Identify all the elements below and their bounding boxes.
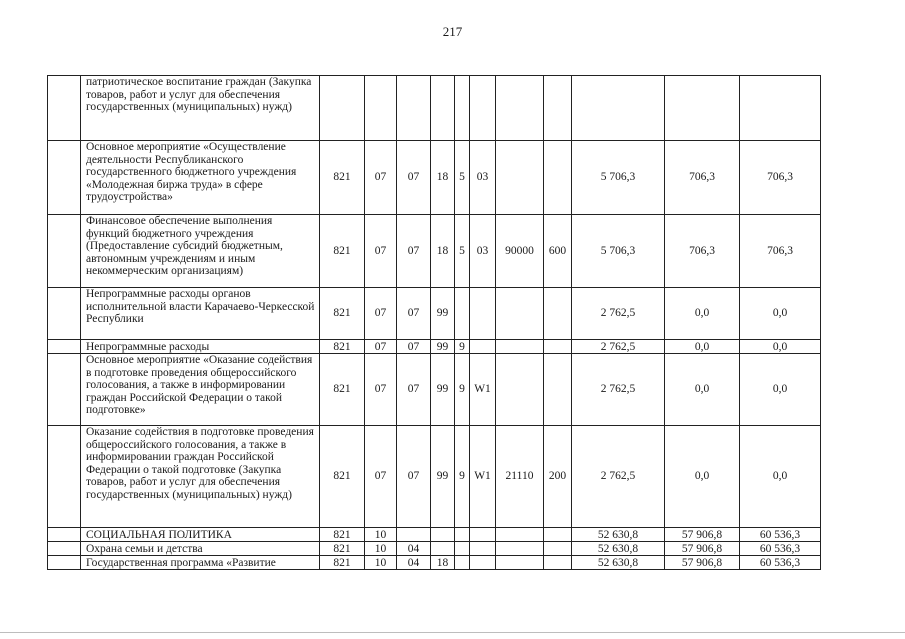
cell-s2: 0,0 xyxy=(665,340,740,354)
cell-p1: 18 xyxy=(431,556,455,570)
table-row xyxy=(48,542,821,556)
expense-name-cell: патриотическое воспитание граждан (Закупка товаров, работ и услуг для обеспечения государственных (муниципальных) нужд) xyxy=(81,76,320,141)
cell-vr xyxy=(544,340,572,354)
cell-p2 xyxy=(455,76,470,141)
expense-name-cell: Непрограммные расходы органов исполнительной власти Карачаево-Черкесской Республики xyxy=(81,288,320,340)
budget-table xyxy=(47,75,821,570)
cell-gr: 821 xyxy=(320,215,365,288)
cell-vr xyxy=(544,556,572,570)
cell-s1 xyxy=(572,76,665,141)
row-number-cell xyxy=(48,141,81,215)
cell-p2 xyxy=(455,288,470,340)
cell-p4 xyxy=(496,76,544,141)
cell-rz: 07 xyxy=(365,141,397,215)
cell-vr xyxy=(544,542,572,556)
row-number-cell xyxy=(48,215,81,288)
cell-p4: 21110 xyxy=(496,426,544,528)
cell-s3: 60 536,3 xyxy=(740,556,821,570)
table-row xyxy=(48,354,821,426)
page-number: 217 xyxy=(442,24,463,39)
table-row xyxy=(48,340,821,354)
cell-p3 xyxy=(470,340,496,354)
table-row xyxy=(48,288,821,340)
cell-s1: 52 630,8 xyxy=(572,542,665,556)
row-number-cell xyxy=(48,354,81,426)
expense-name-cell: СОЦИАЛЬНАЯ ПОЛИТИКА xyxy=(81,528,320,542)
cell-p1 xyxy=(431,542,455,556)
cell-s3: 706,3 xyxy=(740,141,821,215)
cell-s3: 0,0 xyxy=(740,354,821,426)
cell-vr: 200 xyxy=(544,426,572,528)
expense-name-cell: Охрана семьи и детства xyxy=(81,542,320,556)
expense-name-cell: Оказание содействия в подготовке проведения общероссийского голосования, а также в информировании граждан Российской Федерации о такой подготовке (Закупка товаров, работ и услуг для обеспечения государственных (муниципальных) нужд) xyxy=(81,426,320,528)
cell-p2: 9 xyxy=(455,340,470,354)
cell-pr: 04 xyxy=(397,542,431,556)
cell-p1 xyxy=(431,528,455,542)
cell-s3: 0,0 xyxy=(740,340,821,354)
cell-rz: 10 xyxy=(365,528,397,542)
cell-s2: 706,3 xyxy=(665,215,740,288)
cell-s2: 0,0 xyxy=(665,426,740,528)
cell-s2: 57 906,8 xyxy=(665,528,740,542)
table-row xyxy=(48,141,821,215)
cell-s1: 2 762,5 xyxy=(572,426,665,528)
expense-name-cell: Основное мероприятие «Оказание содействия в подготовке проведения общероссийского голосования, а также в информировании граждан Российской Федерации о такой подготовке» xyxy=(81,354,320,426)
row-number-cell xyxy=(48,556,81,570)
table-row xyxy=(48,215,821,288)
cell-gr: 821 xyxy=(320,528,365,542)
cell-p1 xyxy=(431,76,455,141)
row-number-cell xyxy=(48,542,81,556)
cell-p3: 03 xyxy=(470,141,496,215)
cell-pr: 07 xyxy=(397,426,431,528)
row-number-cell xyxy=(48,340,81,354)
cell-p1: 99 xyxy=(431,354,455,426)
cell-pr: 07 xyxy=(397,288,431,340)
cell-p3 xyxy=(470,288,496,340)
cell-p4 xyxy=(496,354,544,426)
cell-vr xyxy=(544,288,572,340)
cell-p2 xyxy=(455,542,470,556)
cell-p3 xyxy=(470,528,496,542)
cell-p4 xyxy=(496,288,544,340)
cell-rz: 10 xyxy=(365,556,397,570)
cell-p3 xyxy=(470,76,496,141)
cell-rz: 07 xyxy=(365,426,397,528)
row-number-cell xyxy=(48,288,81,340)
cell-p4 xyxy=(496,528,544,542)
cell-s2: 706,3 xyxy=(665,141,740,215)
cell-s2: 0,0 xyxy=(665,288,740,340)
cell-p1: 18 xyxy=(431,141,455,215)
cell-gr: 821 xyxy=(320,141,365,215)
cell-s1: 52 630,8 xyxy=(572,528,665,542)
cell-s1: 2 762,5 xyxy=(572,340,665,354)
cell-pr: 07 xyxy=(397,215,431,288)
cell-s3: 0,0 xyxy=(740,426,821,528)
row-number-cell xyxy=(48,528,81,542)
cell-s1: 52 630,8 xyxy=(572,556,665,570)
cell-s3 xyxy=(740,76,821,141)
table-row xyxy=(48,528,821,542)
cell-p1: 18 xyxy=(431,215,455,288)
cell-pr: 04 xyxy=(397,556,431,570)
cell-vr xyxy=(544,354,572,426)
cell-p3: W1 xyxy=(470,354,496,426)
cell-gr: 821 xyxy=(320,556,365,570)
cell-pr: 07 xyxy=(397,354,431,426)
page-bottom-edge xyxy=(0,632,905,633)
expense-name-cell: Непрограммные расходы xyxy=(81,340,320,354)
cell-rz: 07 xyxy=(365,354,397,426)
table-body xyxy=(48,76,821,570)
cell-p2: 5 xyxy=(455,215,470,288)
expense-name-cell: Государственная программа «Развитие xyxy=(81,556,320,570)
cell-p4 xyxy=(496,556,544,570)
cell-s1: 2 762,5 xyxy=(572,354,665,426)
cell-rz: 07 xyxy=(365,288,397,340)
cell-s2: 57 906,8 xyxy=(665,556,740,570)
cell-p2: 9 xyxy=(455,426,470,528)
cell-s2: 0,0 xyxy=(665,354,740,426)
cell-p4 xyxy=(496,340,544,354)
cell-p1: 99 xyxy=(431,426,455,528)
cell-s2 xyxy=(665,76,740,141)
cell-p4 xyxy=(496,542,544,556)
cell-p1: 99 xyxy=(431,340,455,354)
cell-s2: 57 906,8 xyxy=(665,542,740,556)
cell-p2: 9 xyxy=(455,354,470,426)
cell-s3: 0,0 xyxy=(740,288,821,340)
cell-gr: 821 xyxy=(320,426,365,528)
cell-pr: 07 xyxy=(397,141,431,215)
cell-rz: 10 xyxy=(365,542,397,556)
expense-name-cell: Финансовое обеспечение выполнения функций бюджетного учреждения (Предоставление субсидий бюджетным, автономным учреждениям и иным некоммерческим организациям) xyxy=(81,215,320,288)
table-row xyxy=(48,556,821,570)
cell-p3: W1 xyxy=(470,426,496,528)
cell-vr xyxy=(544,141,572,215)
cell-vr xyxy=(544,528,572,542)
cell-rz xyxy=(365,76,397,141)
cell-p3: 03 xyxy=(470,215,496,288)
cell-s1: 2 762,5 xyxy=(572,288,665,340)
cell-pr xyxy=(397,76,431,141)
cell-p4: 90000 xyxy=(496,215,544,288)
row-number-cell xyxy=(48,76,81,141)
cell-pr xyxy=(397,528,431,542)
cell-p4 xyxy=(496,141,544,215)
cell-s1: 5 706,3 xyxy=(572,215,665,288)
cell-gr: 821 xyxy=(320,288,365,340)
cell-p2: 5 xyxy=(455,141,470,215)
cell-p2 xyxy=(455,556,470,570)
cell-p3 xyxy=(470,556,496,570)
cell-p3 xyxy=(470,542,496,556)
table-row xyxy=(48,76,821,141)
expense-name-cell: Основное мероприятие «Осуществление деятельности Республиканского государственного бюджетного учреждения «Молодежная биржа труда» в сфере трудоустройства» xyxy=(81,141,320,215)
cell-gr: 821 xyxy=(320,354,365,426)
table-row xyxy=(48,426,821,528)
cell-gr xyxy=(320,76,365,141)
cell-s3: 60 536,3 xyxy=(740,528,821,542)
cell-rz: 07 xyxy=(365,340,397,354)
cell-p1: 99 xyxy=(431,288,455,340)
cell-s3: 706,3 xyxy=(740,215,821,288)
cell-p2 xyxy=(455,528,470,542)
cell-rz: 07 xyxy=(365,215,397,288)
row-number-cell xyxy=(48,426,81,528)
cell-vr xyxy=(544,76,572,141)
cell-s3: 60 536,3 xyxy=(740,542,821,556)
cell-s1: 5 706,3 xyxy=(572,141,665,215)
cell-pr: 07 xyxy=(397,340,431,354)
cell-gr: 821 xyxy=(320,340,365,354)
cell-vr: 600 xyxy=(544,215,572,288)
cell-gr: 821 xyxy=(320,542,365,556)
